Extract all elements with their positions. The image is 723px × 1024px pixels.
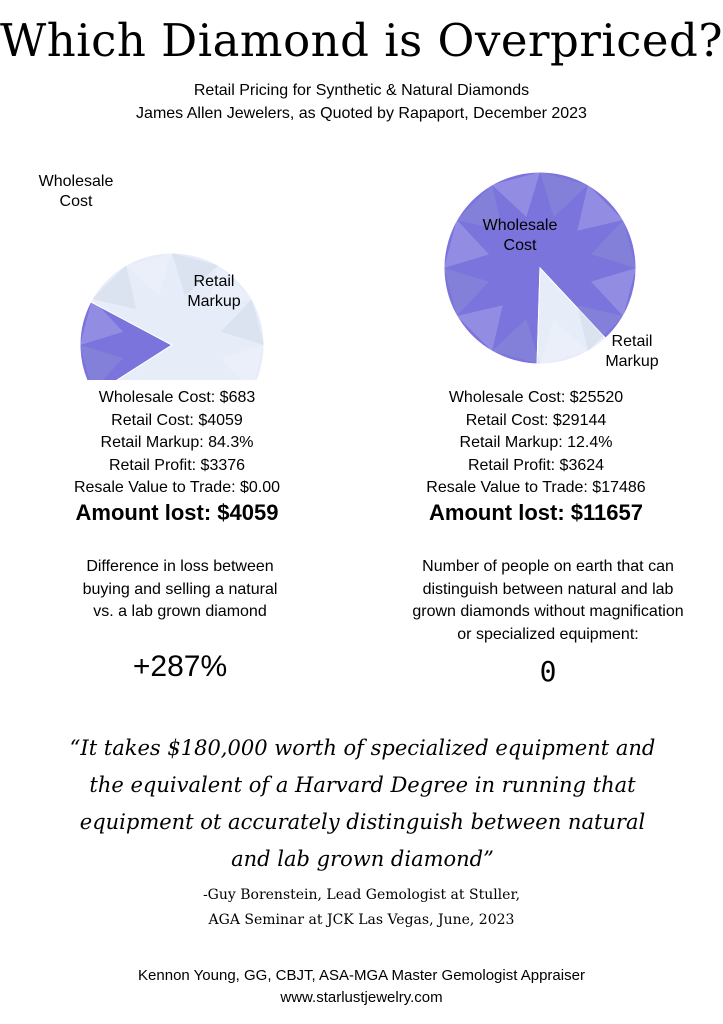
- pie-chart-lab-grown: [0, 160, 300, 380]
- stat-retail-profit: Retail Profit: $3376: [108, 456, 246, 474]
- note-line: buying and selling a natural: [82, 580, 278, 598]
- note-line: Number of people on earth that can: [422, 558, 674, 575]
- subtitle-line-1: Retail Pricing for Synthetic & Natural Diamonds: [193, 82, 530, 99]
- pie-chart-natural: [380, 160, 723, 380]
- quote-line: “It takes $180,000 worth of specialized equipment and: [69, 736, 656, 760]
- loss-difference-note: [20, 556, 340, 624]
- stat-resale-value: Resale Value to Trade: $17486: [426, 479, 646, 496]
- quote-line: and lab grown diamond”: [231, 847, 494, 871]
- stat-retail-markup: Retail Markup: 12.4%: [459, 434, 613, 451]
- quote-attribution-line-1: -Guy Borenstein, Lead Gemologist at Stuller,: [202, 887, 521, 903]
- note-line: distinguish between natural and lab: [422, 580, 674, 598]
- footer-website: www.starlustjewelry.com: [280, 989, 443, 1006]
- stat-retail-markup: Retail Markup: 84.3%: [100, 434, 254, 451]
- stat-retail-profit: Retail Profit: $3624: [467, 456, 605, 474]
- stat-retail-cost: Retail Cost: $29144: [465, 411, 607, 429]
- page-title: Which Diamond is Overpriced?: [0, 14, 723, 67]
- lab-grown-stats: [12, 387, 342, 500]
- quote-block: [50, 730, 675, 878]
- stat-retail-cost: Retail Cost: $4059: [111, 411, 243, 429]
- distinguish-count-note: [378, 556, 718, 646]
- note-line: vs. a lab grown diamond: [93, 603, 267, 620]
- distinguish-count-value: 0: [539, 655, 557, 688]
- pie-label-retail-markup: Retail Markup: [187, 273, 241, 310]
- natural-stats: [371, 387, 701, 500]
- stat-wholesale-cost: Wholesale Cost: $683: [98, 389, 256, 406]
- stat-resale-value: Resale Value to Trade: $0.00: [73, 479, 281, 496]
- stat-wholesale-cost: Wholesale Cost: $25520: [448, 389, 624, 406]
- loss-difference-value: +287%: [132, 650, 228, 683]
- note-line: Difference in loss between: [86, 558, 274, 575]
- quote-line: the equivalent of a Harvard Degree in running that: [89, 773, 636, 797]
- quote-attribution-line-2: AGA Seminar at JCK Las Vegas, June, 2023: [208, 912, 515, 928]
- quote-line: equipment ot accurately distinguish between natural: [79, 810, 646, 834]
- note-line: or specialized equipment:: [457, 625, 639, 643]
- pie-label-wholesale-cost: Wholesale Cost: [482, 217, 558, 254]
- amount-lost-natural: Amount lost: $11657: [429, 500, 643, 525]
- pie-label-wholesale-cost: Wholesale Cost: [38, 173, 114, 210]
- subtitle-line-2: James Allen Jewelers, as Quoted by Rapaport, December 2023: [136, 105, 587, 122]
- pie-label-retail-markup: Retail Markup: [605, 333, 659, 370]
- amount-lost-lab-grown: Amount lost: $4059: [75, 500, 279, 525]
- note-line: grown diamonds without magnification: [412, 603, 684, 620]
- footer-author: Kennon Young, GG, CBJT, ASA-MGA Master Gemologist Appraiser: [138, 967, 585, 984]
